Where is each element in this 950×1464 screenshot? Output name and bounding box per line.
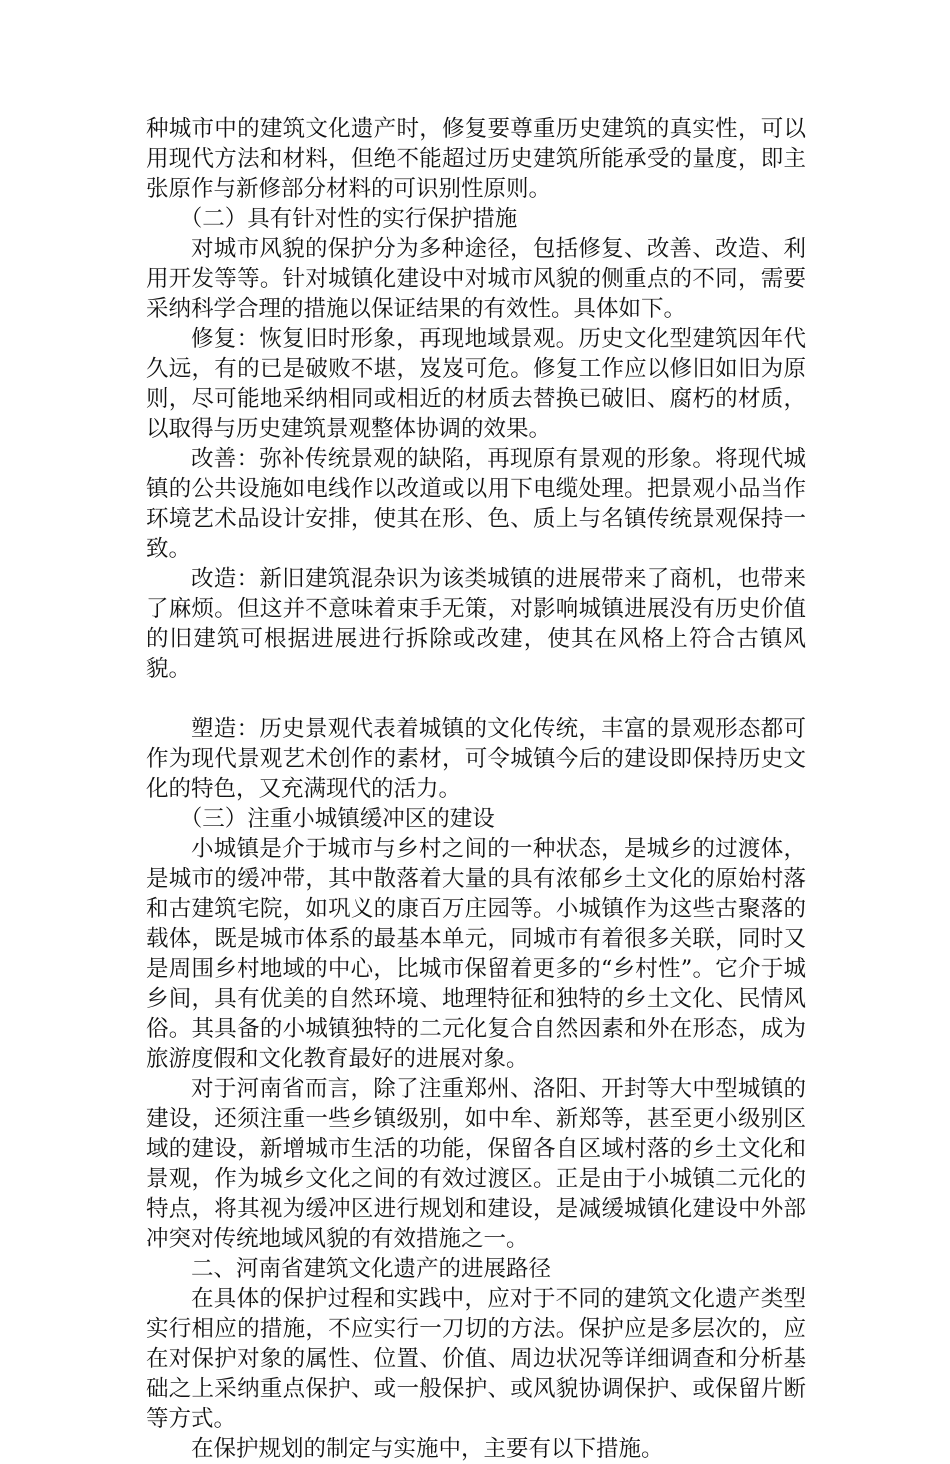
- paragraph: 改造：新旧建筑混杂识为该类城镇的进展带来了商机，也带来了麻烦。但这并不意味着束手无策，对影响城镇进展没有历史价值的旧建筑可根据进展进行拆除或改建，使其在风格上符合古镇风貌。: [146, 566, 806, 682]
- section-heading-3: （三）注重小城镇缓冲区的建设: [179, 806, 495, 832]
- paragraph: 对城市风貌的保护分为多种途径，包括修复、改善、改造、利用开发等等。针对城镇化建设中对城市风貌的侧重点的不同，需要采纳科学合理的措施以保证结果的有效性。具体如下。: [146, 236, 806, 322]
- paragraph: 塑造：历史景观代表着城镇的文化传统，丰富的景观形态都可作为现代景观艺术创作的素材，可令城镇今后的建设即保持历史文化的特色，又充满现代的活力。: [146, 716, 806, 802]
- paragraph: 在保护规划的制定与实施中，主要有以下措施。: [191, 1436, 664, 1462]
- blank-line: [146, 684, 806, 714]
- paragraph-continuation: 种城市中的建筑文化遗产时，修复要尊重历史建筑的真实性，可以用现代方法和材料，但绝不能超过历史建筑所能承受的量度，即主张原作与新修部分材料的可识别性原则。: [146, 116, 806, 202]
- paragraph: 在具体的保护过程和实践中，应对于不同的建筑文化遗产类型实行相应的措施，不应实行一刀切的方法。保护应是多层次的，应在对保护对象的属性、位置、价值、周边状况等详细调查和分析基础之上采纳重点保护、或一般保护、或风貌协调保护、或保留片断等方式。: [146, 1286, 806, 1432]
- paragraph: 改善：弥补传统景观的缺陷，再现原有景观的形象。将现代城镇的公共设施如电线作以改道或以用下电缆处理。把景观小品当作环境艺术品设计安排，使其在形、色、质上与名镇传统景观保持一致。: [146, 446, 806, 562]
- paragraph: 小城镇是介于城市与乡村之间的一种状态，是城乡的过渡体，是城市的缓冲带，其中散落着大量的具有浓郁乡土文化的原始村落和古建筑宅院，如巩义的康百万庄园等。小城镇作为这些古聚落的载体，既是城市体系的最基本单元，同城市有着很多关联，同时又是周围乡村地域的中心，比城市保留着更多的“乡村性”。它介于城乡间，具有优美的自然环境、地理特征和独特的乡土文化、民情风俗。其具备的小城镇独特的二元化复合自然因素和外在形态，成为旅游度假和文化教育最好的进展对象。: [146, 836, 806, 1072]
- paragraph: 修复：恢复旧时形象，再现地域景观。历史文化型建筑因年代久远，有的已是破败不堪，岌岌可危。修复工作应以修旧如旧为原则，尽可能地采纳相同或相近的材质去替换已破旧、腐朽的材质，以取得与历史建筑景观整体协调的效果。: [146, 326, 806, 442]
- paragraph: 对于河南省而言，除了注重郑州、洛阳、开封等大中型城镇的建设，还须注重一些乡镇级别，如中牟、新郑等，甚至更小级别区域的建设，新增城市生活的功能，保留各自区域村落的乡土文化和景观，作为城乡文化之间的有效过渡区。正是由于小城镇二元化的特点，将其视为缓冲区进行规划和建设，是减缓城镇化建设中外部冲突对传统地域风貌的有效措施之一。: [146, 1076, 806, 1252]
- document-body: [146, 114, 806, 1464]
- section-heading-main: 二、河南省建筑文化遗产的进展路径: [191, 1256, 552, 1282]
- section-heading-2: （二）具有针对性的实行保护措施: [179, 206, 518, 232]
